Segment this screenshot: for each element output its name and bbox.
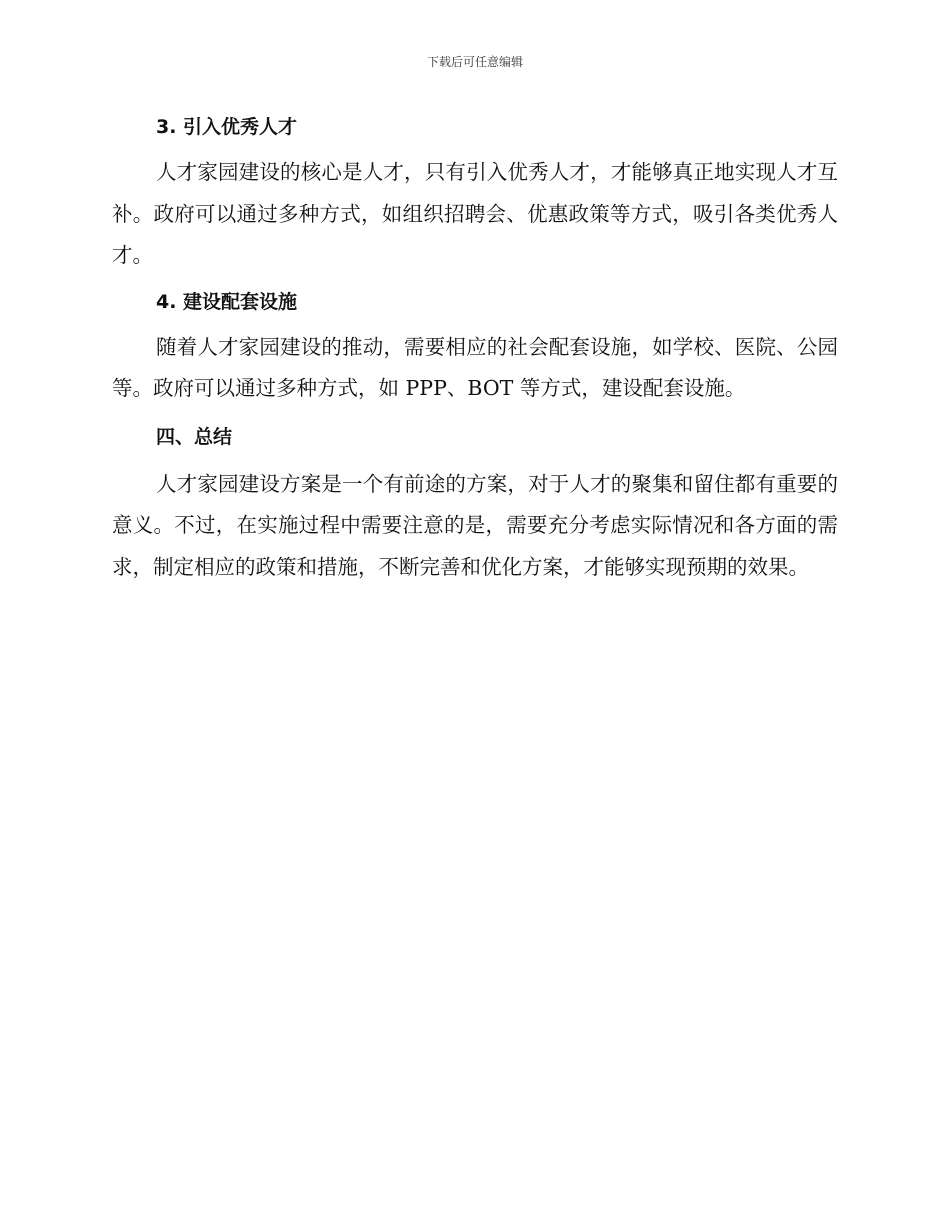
paragraph-summary: 人才家园建设方案是一个有前途的方案，对于人才的聚集和留住都有重要的意义。不过，在实施过程中需要注意的是，需要充分考虑实际情况和各方面的需求，制定相应的政策和措施，不断完善和优化方案，才能够实现预期的效果。 xyxy=(112,471,838,579)
section-heading-facilities: 4. 建设配套设施 xyxy=(156,290,298,313)
paragraph-talent: 人才家园建设的核心是人才，只有引入优秀人才，才能够真正地实现人才互补。政府可以通过多种方式，如组织招聘会、优惠政策等方式，吸引各类优秀人才。 xyxy=(112,160,838,267)
section-heading-summary: 四、总结 xyxy=(156,425,233,448)
page-header-note: 下载后可任意编辑 xyxy=(426,55,523,69)
document-body xyxy=(112,112,838,588)
paragraph-facilities: 随着人才家园建设的推动，需要相应的社会配套设施，如学校、医院、公园等。政府可以通过多种方式，如 PPP、BOT 等方式，建设配套设施。 xyxy=(112,334,838,400)
section-heading-talent: 3. 引入优秀人才 xyxy=(156,116,298,138)
